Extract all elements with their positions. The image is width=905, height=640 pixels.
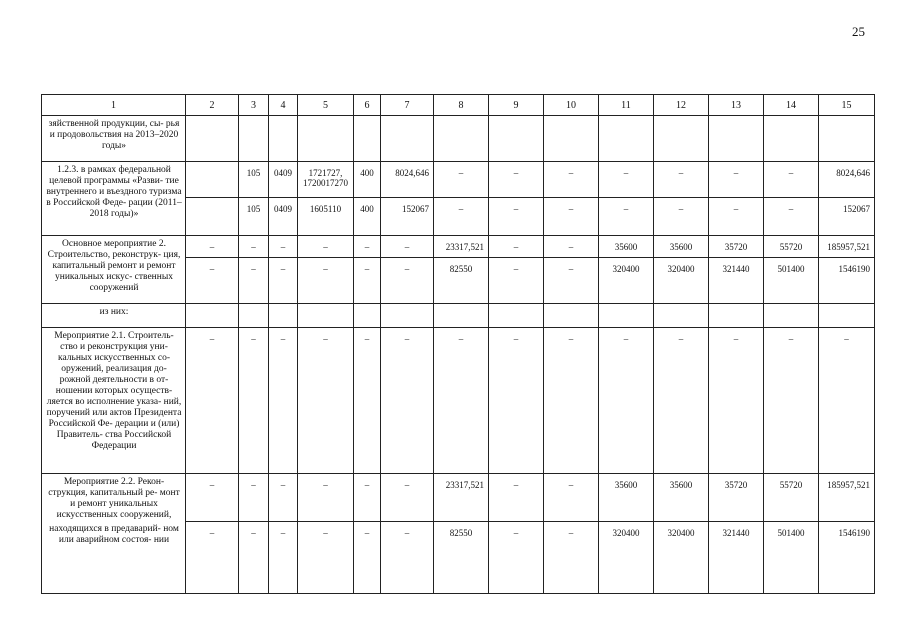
column-header: 3 — [239, 95, 269, 116]
page-number: 25 — [852, 24, 865, 39]
row-name: 1.2.3. в рамках федеральной целевой программы «Разви- тие внутреннего и въездного туризма в Российской Феде- рации (2011–2018 годы)» — [42, 162, 186, 236]
table-cell — [186, 116, 239, 162]
table-cell: 0409 — [269, 198, 298, 236]
column-header: 9 — [489, 95, 544, 116]
column-header: 2 — [186, 95, 239, 116]
table-cell: – — [354, 521, 381, 593]
table-cell: – — [599, 328, 654, 474]
table-cell: – — [298, 328, 354, 474]
table-cell — [599, 304, 654, 328]
table-cell: 320400 — [599, 521, 654, 593]
table-cell: – — [239, 521, 269, 593]
table-cell: 320400 — [654, 258, 709, 304]
column-header: 5 — [298, 95, 354, 116]
table-cell — [764, 304, 819, 328]
table-cell: 35600 — [599, 236, 654, 258]
table-cell — [654, 304, 709, 328]
table-cell: – — [269, 521, 298, 593]
row-name: Мероприятие 2.1. Строитель- ство и реконструкция уни- кальных искусственных со- оружений, реализация до- рожной деятельности в от- ношении которых осуществ- ляется во исполнение указа- ний, поручений или актов Президента Российской Фе- дерации и (или) Правитель- ства Российской Федерации — [42, 328, 186, 474]
table-cell: – — [489, 328, 544, 474]
table-cell: 55720 — [764, 236, 819, 258]
table-cell: – — [764, 162, 819, 198]
table-cell: – — [544, 162, 599, 198]
table-cell: – — [489, 198, 544, 236]
table-cell — [354, 116, 381, 162]
table-cell — [819, 116, 875, 162]
table-cell: – — [544, 258, 599, 304]
row-name: зяйственной продукции, сы- рья и продовольствия на 2013–2020 годы» — [42, 116, 186, 162]
table-cell: – — [298, 474, 354, 522]
table-cell — [599, 116, 654, 162]
table-cell: – — [239, 328, 269, 474]
table-cell: 400 — [354, 198, 381, 236]
table-cell: – — [654, 198, 709, 236]
table-cell: – — [489, 521, 544, 593]
table-cell: – — [709, 198, 764, 236]
table-cell: 321440 — [709, 521, 764, 593]
table-cell — [239, 304, 269, 328]
table-row — [42, 521, 875, 593]
table-cell — [298, 116, 354, 162]
column-header: 13 — [709, 95, 764, 116]
column-header: 14 — [764, 95, 819, 116]
table-cell — [489, 116, 544, 162]
table-cell: 185957,521 — [819, 236, 875, 258]
table-cell: 55720 — [764, 474, 819, 522]
table-cell: 1546190 — [819, 258, 875, 304]
table-cell: – — [599, 162, 654, 198]
table-cell: – — [269, 474, 298, 522]
table-cell — [381, 116, 434, 162]
table-cell — [239, 116, 269, 162]
table-cell: – — [354, 236, 381, 258]
table-cell: 105 — [239, 162, 269, 198]
table-cell — [269, 304, 298, 328]
table-cell: 1605110 — [298, 198, 354, 236]
column-header: 4 — [269, 95, 298, 116]
table-cell: – — [489, 162, 544, 198]
column-header: 7 — [381, 95, 434, 116]
table-cell: – — [269, 236, 298, 258]
table-cell — [819, 304, 875, 328]
table-cell: 501400 — [764, 521, 819, 593]
table-cell: – — [298, 236, 354, 258]
table-cell: – — [544, 521, 599, 593]
table-cell: 152067 — [819, 198, 875, 236]
row-name: находящихся в предаварий- ном или аварийном состоя- нии — [42, 521, 186, 593]
table-cell: – — [654, 162, 709, 198]
table-row — [42, 328, 875, 474]
table-cell: 185957,521 — [819, 474, 875, 522]
table-cell: – — [381, 328, 434, 474]
table-cell: – — [381, 521, 434, 593]
table-cell: – — [186, 328, 239, 474]
table-cell: – — [381, 474, 434, 522]
table-cell: 1546190 — [819, 521, 875, 593]
table-cell — [269, 116, 298, 162]
table-cell: 320400 — [654, 521, 709, 593]
column-header: 10 — [544, 95, 599, 116]
table-cell: 8024,646 — [381, 162, 434, 198]
table-cell: – — [239, 258, 269, 304]
column-header: 12 — [654, 95, 709, 116]
table-cell: 1721727, 1720017270 — [298, 162, 354, 198]
table-cell: – — [489, 258, 544, 304]
table-cell: – — [186, 258, 239, 304]
row-name: из них: — [42, 304, 186, 328]
column-header: 11 — [599, 95, 654, 116]
table-cell: – — [654, 328, 709, 474]
table-cell: 35600 — [654, 236, 709, 258]
table-cell: 8024,646 — [819, 162, 875, 198]
table-cell — [186, 162, 239, 198]
table-cell: 400 — [354, 162, 381, 198]
table-cell: 321440 — [709, 258, 764, 304]
table-cell: 501400 — [764, 258, 819, 304]
table-cell — [354, 304, 381, 328]
table-cell: 152067 — [381, 198, 434, 236]
table-cell: – — [489, 236, 544, 258]
table-cell: – — [269, 328, 298, 474]
table-cell — [544, 116, 599, 162]
table-cell: 0409 — [269, 162, 298, 198]
table-cell: – — [764, 328, 819, 474]
table-cell: – — [764, 198, 819, 236]
table-cell: 35600 — [654, 474, 709, 522]
table-cell: – — [434, 328, 489, 474]
budget-table — [41, 94, 875, 594]
table-cell — [544, 304, 599, 328]
table-cell: – — [269, 258, 298, 304]
table-cell: 23317,521 — [434, 474, 489, 522]
table-cell: 82550 — [434, 521, 489, 593]
table-cell: – — [354, 328, 381, 474]
row-name: Основное мероприятие 2. Строительство, реконструк- ция, капитальный ремонт и ремонт уникальных искус- ственных сооружений — [42, 236, 186, 304]
table-cell: 320400 — [599, 258, 654, 304]
header-row — [42, 95, 875, 116]
table-cell: 35600 — [599, 474, 654, 522]
table-row — [42, 236, 875, 258]
table-cell — [709, 116, 764, 162]
table-row — [42, 116, 875, 162]
table-cell — [434, 304, 489, 328]
table-cell: – — [354, 474, 381, 522]
table-cell: – — [186, 474, 239, 522]
table-cell: 82550 — [434, 258, 489, 304]
table-cell — [434, 116, 489, 162]
table-cell: – — [709, 162, 764, 198]
table-cell: – — [709, 328, 764, 474]
table-cell: – — [819, 328, 875, 474]
table-cell — [654, 116, 709, 162]
table-row — [42, 162, 875, 198]
column-header: 15 — [819, 95, 875, 116]
table-cell: 35720 — [709, 236, 764, 258]
table-cell: – — [239, 474, 269, 522]
column-header: 8 — [434, 95, 489, 116]
row-name: Мероприятие 2.2. Рекон- струкция, капитальный ре- монт и ремонт уникальных искусственных сооружений, — [42, 474, 186, 522]
table-cell: – — [489, 474, 544, 522]
table-cell: – — [186, 521, 239, 593]
table-cell: – — [434, 198, 489, 236]
table-cell: – — [298, 258, 354, 304]
table-cell: – — [354, 258, 381, 304]
table-cell: – — [544, 328, 599, 474]
table-cell — [489, 304, 544, 328]
table-cell: – — [544, 474, 599, 522]
table-cell — [709, 304, 764, 328]
table-cell — [186, 304, 239, 328]
table-cell: – — [381, 236, 434, 258]
table-cell: – — [434, 162, 489, 198]
table-cell: – — [239, 236, 269, 258]
table-cell: 105 — [239, 198, 269, 236]
column-header: 6 — [354, 95, 381, 116]
table-cell: – — [544, 198, 599, 236]
table-cell: – — [381, 258, 434, 304]
table-cell — [186, 198, 239, 236]
table-cell — [298, 304, 354, 328]
table-row — [42, 474, 875, 522]
column-header: 1 — [42, 95, 186, 116]
table-cell: – — [544, 236, 599, 258]
table-cell: 23317,521 — [434, 236, 489, 258]
table-cell: – — [298, 521, 354, 593]
table-row — [42, 304, 875, 328]
table-cell — [381, 304, 434, 328]
table-cell: – — [186, 236, 239, 258]
table-cell: 35720 — [709, 474, 764, 522]
table-cell — [764, 116, 819, 162]
table-cell: – — [599, 198, 654, 236]
